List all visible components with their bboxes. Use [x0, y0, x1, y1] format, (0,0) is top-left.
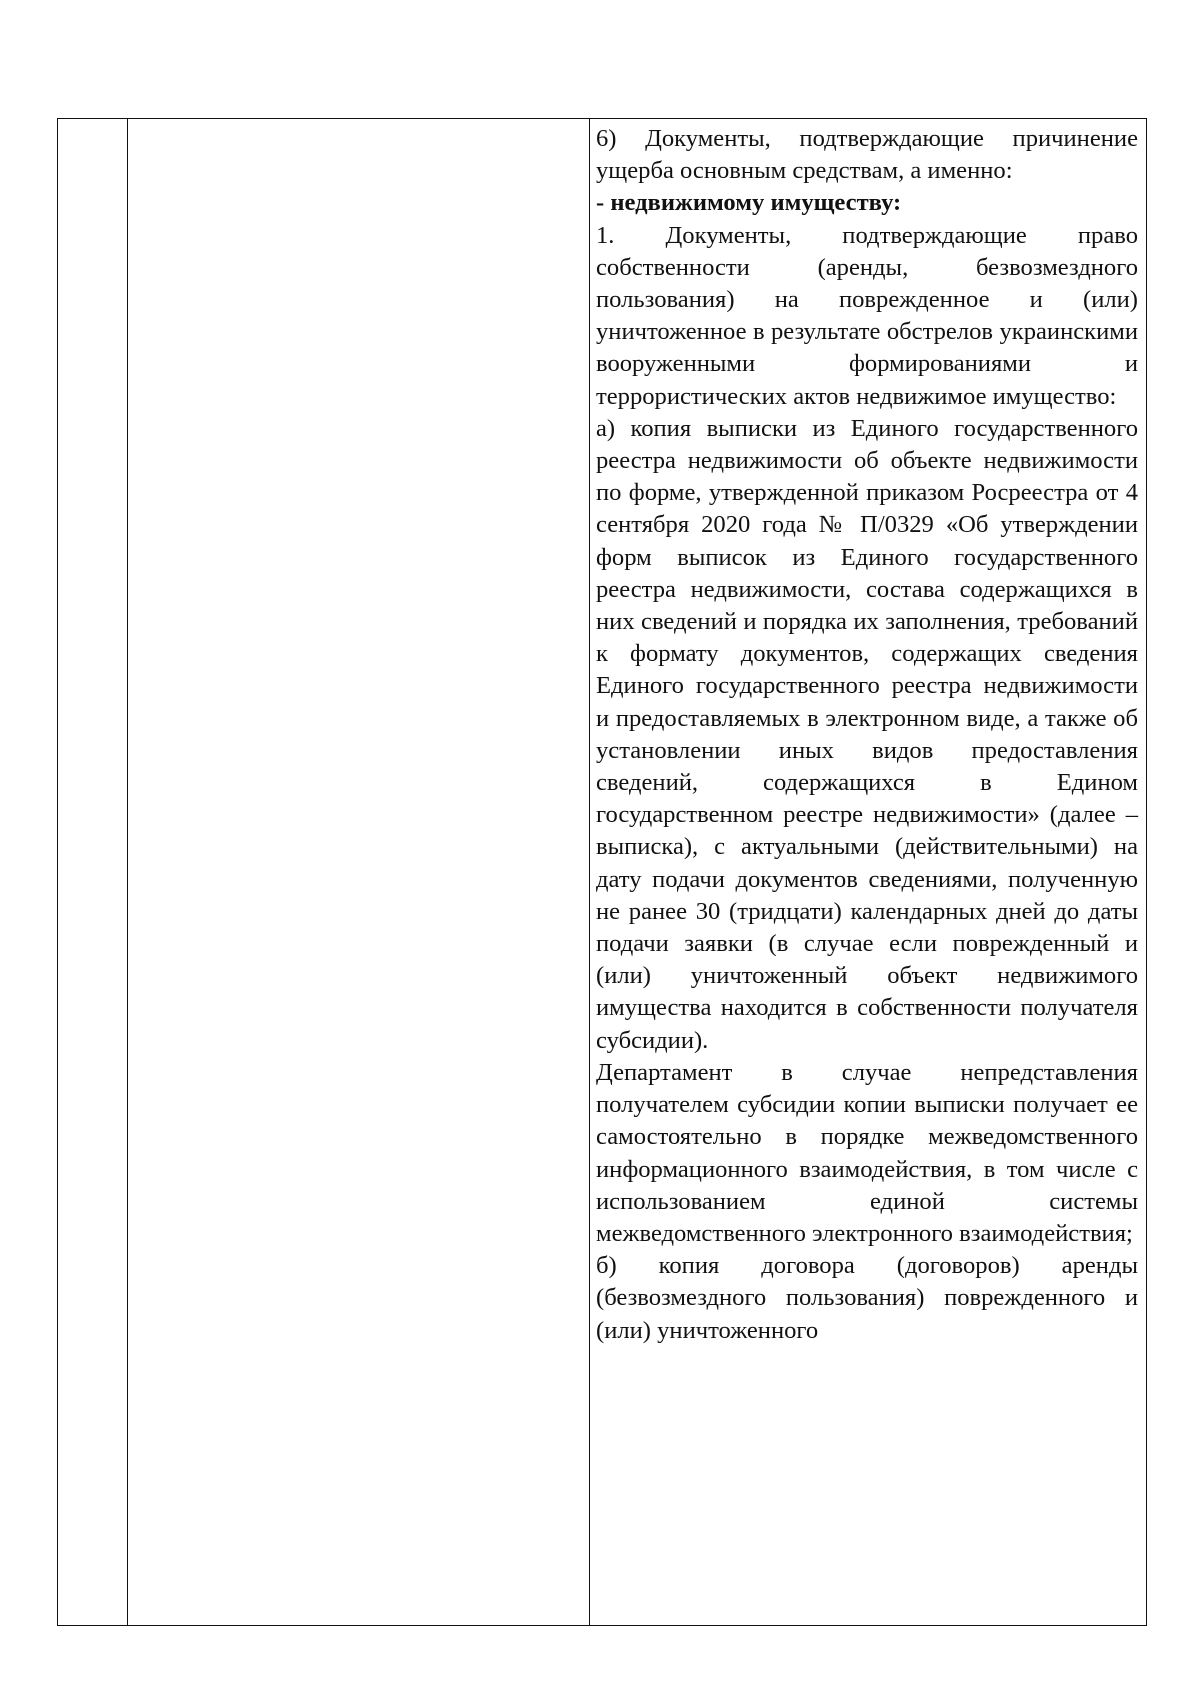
content-cell: [590, 119, 1147, 1626]
paragraph-ownership-documents: 1. Документы, подтверждающие право собственности (аренды, безвозмездного пользования) на поврежденное и (или) уничтоженное в результате обстрелов украинскими вооруженными формированиями и террористических актов недвижимое имущество:: [596, 221, 1138, 410]
number-cell: [58, 119, 128, 1626]
paragraph-real-estate-heading: - недвижимому имуществу:: [596, 189, 902, 217]
document-table: [57, 118, 1147, 1626]
paragraph-item-6: 6) Документы, подтверждающие причинение ущерба основным средствам, а именно:: [596, 125, 1138, 185]
content-text: [590, 119, 1146, 1623]
name-cell: [128, 119, 590, 1626]
paragraph-lease-contract: б) копия договора (договоров) аренды (безвозмездного пользования) поврежденного и (или) уничтоженного: [596, 1252, 1138, 1344]
table-row: [58, 119, 1147, 1626]
paragraph-department-request: Департамент в случае непредставления получателем субсидии копии выписки получает ее самостоятельно в порядке межведомственного информационного взаимодействия, в том числе с использованием единой системы межведомственного электронного взаимодействия;: [596, 1058, 1138, 1247]
paragraph-extract-copy: а) копия выписки из Единого государственного реестра недвижимости об объекте недвижимости по форме, утвержденной приказом Росреестра от 4 сентября 2020 года № П/0329 «Об утверждении форм выписок из Единого государственного реестра недвижимости, состава содержащихся в них сведений и порядка их заполнения, требований к формату документов, содержащих сведения Единого государственного реестра недвижимости и предоставляемых в электронном виде, а также об установлении иных видов предоставления сведений, содержащихся в Едином государственном реестре недвижимости» (далее – выписка), с актуальными (действительными) на дату подачи документов сведениями, полученную не ранее 30 (тридцати) календарных дней до даты подачи заявки (в случае если поврежденный и (или) уничтоженный объект недвижимого имущества находится в собственности получателя субсидии).: [596, 414, 1138, 1054]
